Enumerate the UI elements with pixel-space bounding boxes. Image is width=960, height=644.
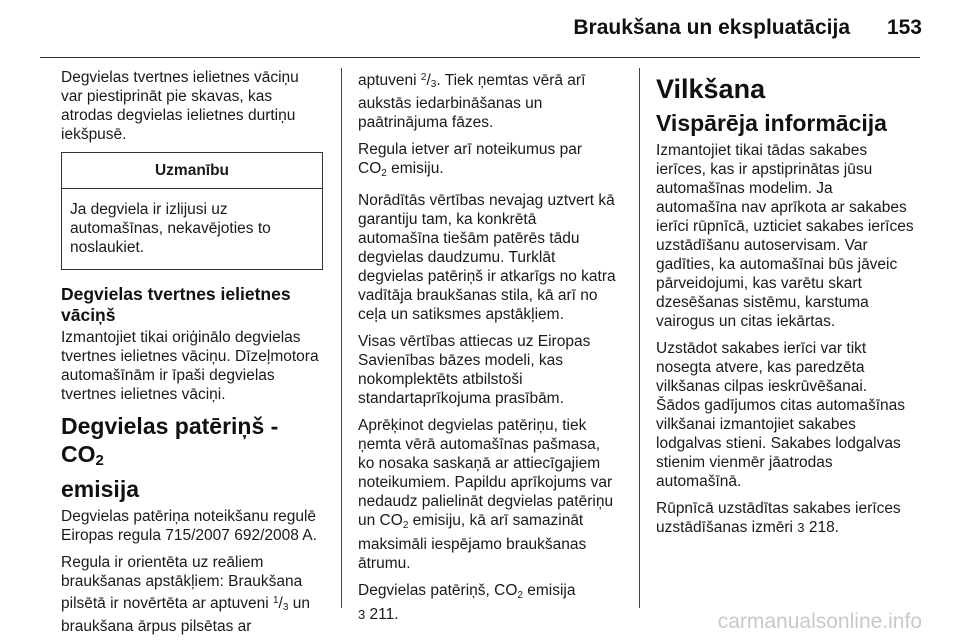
regulation-paragraph: Degvielas patēriņa noteikšanu regulē Eiropas regula 715/2007 692/2008 A.	[61, 508, 317, 544]
co2-rules-paragraph: Regula ietver arī noteikumus par $CO_2$ emisiju.	[358, 141, 583, 179]
fuel-cap-paragraph: Izmantojiet tikai oriģinālo degvielas tvertnes ielietnes vāciņu. Dīzeļmotora automašīnām ir īpaši degvielas tvertnes ielietnes vāciņi.	[61, 329, 319, 403]
page-reference-link[interactable]: 3 218.	[797, 519, 839, 536]
urban-paragraph: Regula ir orientēta uz reāliem braukšanas apstākļiem: Braukšana pilsētā ir novērtēta ar aptuveni $^1/_3$ un braukšana ārpus pilsētas ar	[61, 554, 310, 635]
fuel-cap-heading: Degvielas tvertnes ielietnes vāciņš	[61, 284, 291, 325]
intro-paragraph: Degvielas tvertnes ielietnes vāciņu var piestiprināt pie skavas, kas atrodas degvielas ielietnes durtiņu iekšpusē.	[61, 69, 299, 143]
towing-title: Vilkšana	[656, 74, 766, 104]
column-divider-2	[639, 68, 640, 608]
extra-urban-paragraph: aptuveni $^2/_3$. Tiek ņemtas vērā arī aukstās iedarbināšanas un paātrinājuma fāzes.	[358, 72, 586, 131]
caution-box	[61, 152, 323, 270]
column-divider-1	[341, 68, 342, 608]
header-divider	[40, 57, 920, 58]
arrow-reference-icon: 3	[358, 607, 366, 622]
page-header	[0, 0, 960, 58]
consumption-heading: Degvielas patēriņš - $CO_2$ emisija	[61, 413, 279, 502]
watermark: carmanualsonline.info	[717, 610, 922, 633]
values-paragraph: Norādītās vērtības nevajag uztvert kā garantiju tam, ka konkrētā automašīna tiešām patērēs tādu degvielas daudzumu. Turklāt degvielas patēriņš ir atkarīgs no katra vadītāja braukšanas stila, kā arī no ceļa un satiksmes apstākļiem.	[358, 192, 616, 323]
eu-model-paragraph: Visas vērtības attiecas uz Eiropas Savienības bāzes modeli, kas nokomplektēts atbilstoši standartaprīkojuma prasībām.	[358, 333, 591, 407]
general-info-heading: Vispārēja informācija	[656, 110, 887, 136]
dimensions-paragraph: Rūpnīcā uzstādītas sakabes ierīces uzstādīšanas izmēri 3 218.	[656, 500, 901, 536]
towing-eye-paragraph: Uzstādot sakabes ierīci var tikt nosegta atvere, kas paredzēta vilkšanas cilpas ieskrūvēšanai. Šādos gadījumos citas automašīnas vilkšanai izmantojiet sakabes lodgalvas stieni. Sakabes lodgalvas stienim vienmēr jāatrodas automašīnā.	[656, 340, 905, 490]
page-reference-link[interactable]: 3 211.	[358, 606, 399, 623]
reference-paragraph: Degvielas patēriņš, $CO_2$ emisija 3 211.	[358, 581, 623, 624]
column-2	[358, 68, 623, 632]
arrow-reference-icon: 3	[797, 520, 805, 535]
calculation-paragraph: Aprēķinot degvielas patēriņu, tiek ņemta vērā automašīnas pašmasa, ko nosaka saskaņā ar attiecīgajiem noteikumiem. Papildu aprīkojums var nedaudz palielināt degvielas patēriņu un $CO_2$ emisiju, kā arī samazināt maksimāli iespējamo braukšanas ātrumu.	[358, 417, 614, 572]
caution-text: Ja degviela ir izlijusi uz automašīnas, nekavējoties to noslaukiet.	[70, 201, 271, 256]
caution-title: Uzmanību	[62, 153, 322, 189]
towbar-paragraph: Izmantojiet tikai tādas sakabes ierīces, kas ir apstiprinātas jūsu automašīnas modelim. Ja automašīna nav aprīkota ar sakabes ierīci rūpnīcā, uzticiet sakabes ierīces uzstādīšanu autoservisam. Var gadīties, ka automašīnai būs jāveic pārveidojumi, kas varētu skart dzesēšanas sistēmu, karstuma vairogus un citas iekārtas.	[656, 142, 914, 330]
header-title: Braukšana un ekspluatācija	[573, 16, 850, 39]
column-1	[61, 68, 326, 644]
page-number: 153	[886, 16, 922, 39]
column-3	[656, 68, 931, 545]
